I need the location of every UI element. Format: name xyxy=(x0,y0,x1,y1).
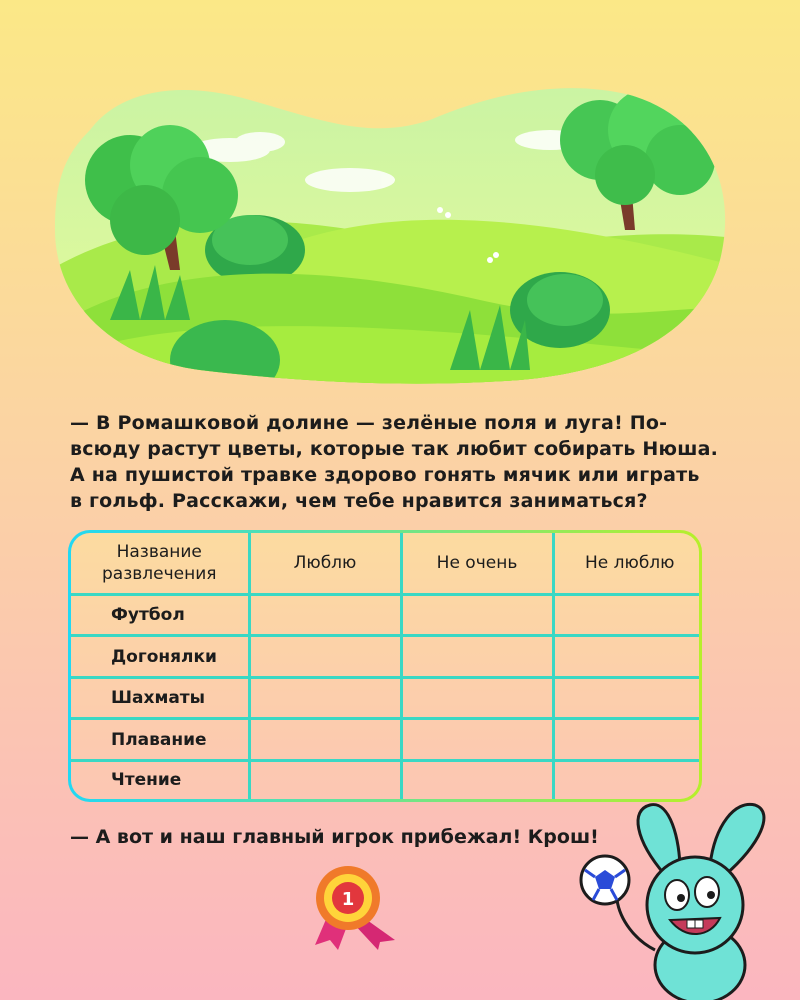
table-row xyxy=(71,677,699,718)
answer-cell[interactable] xyxy=(249,595,401,636)
paragraph-line: всюду растут цветы, которые так любит собирать Нюша. xyxy=(70,438,719,460)
header-not-much: Не очень xyxy=(401,533,553,595)
intro-paragraph xyxy=(70,410,719,514)
row-label: Футбол xyxy=(71,595,249,636)
answer-cell[interactable] xyxy=(249,677,401,718)
row-label: Догонялки xyxy=(71,636,249,677)
header-activity-name: Название развлечения xyxy=(71,533,249,595)
row-label: Чтение xyxy=(71,760,249,799)
answer-cell[interactable] xyxy=(553,677,699,718)
table-row xyxy=(71,595,699,636)
meadow-illustration xyxy=(50,70,750,390)
answer-cell[interactable] xyxy=(553,636,699,677)
table-row xyxy=(71,636,699,677)
medal-icon xyxy=(300,860,410,950)
row-label: Плавание xyxy=(71,719,249,760)
answer-cell[interactable] xyxy=(553,595,699,636)
answer-cell[interactable] xyxy=(401,636,553,677)
activities-table-frame xyxy=(68,530,702,802)
table-row xyxy=(71,760,699,799)
closing-sentence: — А вот и наш главный игрок прибежал! Крош! xyxy=(70,826,599,848)
header-dislike: Не люблю xyxy=(553,533,699,595)
answer-cell[interactable] xyxy=(249,719,401,760)
table-header-row xyxy=(71,533,699,595)
table-row xyxy=(71,719,699,760)
paragraph-line: в гольф. Расскажи, чем тебе нравится заниматься? xyxy=(70,490,648,512)
header-like: Люблю xyxy=(249,533,401,595)
answer-cell[interactable] xyxy=(401,760,553,799)
paragraph-line: — В Ромашковой долине — зелёные поля и луга! По- xyxy=(70,412,668,434)
row-label: Шахматы xyxy=(71,677,249,718)
paragraph-line: А на пушистой травке здорово гонять мячик или играть xyxy=(70,464,700,486)
medal-number: 1 xyxy=(341,889,355,910)
krosh-character xyxy=(575,800,800,1000)
answer-cell[interactable] xyxy=(249,636,401,677)
answer-cell[interactable] xyxy=(249,760,401,799)
answer-cell[interactable] xyxy=(553,719,699,760)
answer-cell[interactable] xyxy=(553,760,699,799)
activities-table xyxy=(71,533,699,799)
answer-cell[interactable] xyxy=(401,595,553,636)
answer-cell[interactable] xyxy=(401,719,553,760)
answer-cell[interactable] xyxy=(401,677,553,718)
